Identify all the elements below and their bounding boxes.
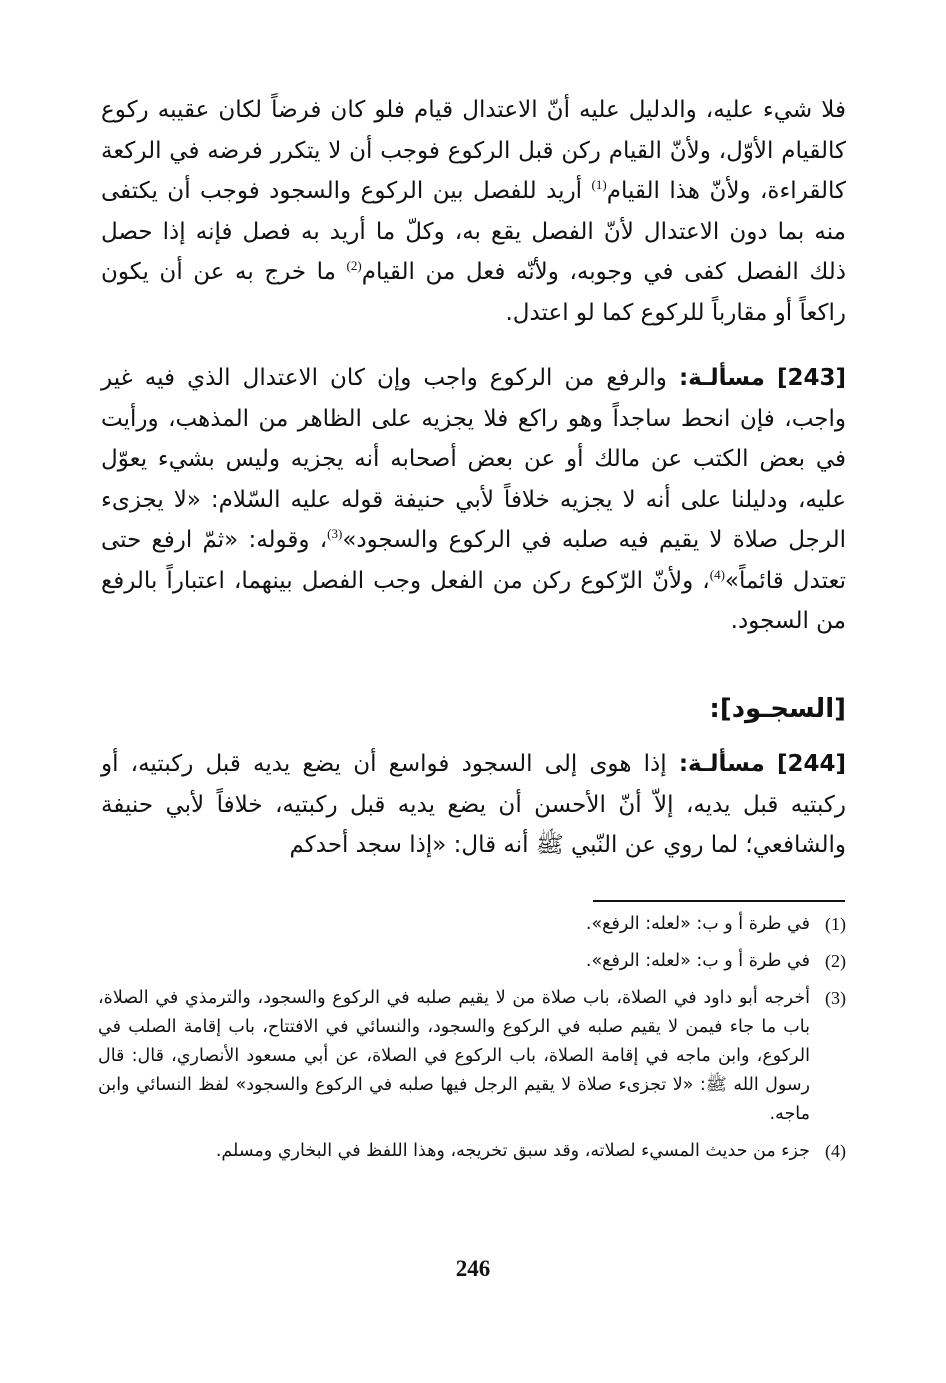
paragraph-continuation (101, 90, 846, 333)
footnote-item (98, 1137, 846, 1166)
footnote-ref-4[interactable]: (4) (709, 566, 725, 582)
issue-label: مسألـة: (678, 365, 765, 391)
paragraph-text: ، ولأنّ الرّكوع ركن من الفعل وجب الفصل بينهما، اعتباراً بالرفع من السجود. (101, 567, 846, 634)
footnote-number: (4) (825, 1141, 846, 1161)
footnote-ref-3[interactable]: (3) (327, 526, 343, 541)
footnote-text: جزء من حديث المسيء لصلاته، وقد سبق تخريجه، وهذا اللفظ في البخاري ومسلم. (215, 1141, 810, 1161)
issue-243-paragraph (101, 358, 846, 642)
paragraph-text: إذا هوى إلى السجود فواسع أن يضع يديه قبل ركبتيه، أو ركبتيه قبل يديه، إلاّ أنّ الأحسن أن يضع يديه قبل ركبتيه، خلافاً لأبي حنيفة والشافعي؛ لما روي عن النّبي ﷺ أنه قال: «إذا سجد أحدكم (101, 751, 846, 858)
issue-label: مسألـة: (678, 751, 765, 777)
footnotes (98, 910, 846, 1174)
footnote-ref-1[interactable]: (1) (591, 177, 607, 192)
footnote-item (98, 910, 846, 939)
page-number: 246 (455, 1256, 491, 1281)
paragraph-text: أريد للفصل بين الركوع والسجود فوجب أن يكتفى منه بما دون الاعتدال لأنّ الفصل يقع به، وكلّ ما أريد به فصل فإنه إذا حصل ذلك الفصل كفى في وجوبه، ولأنّه فعل من القيام (101, 178, 846, 285)
footnote-number: (2) (825, 951, 846, 971)
issue-number: [243] (776, 365, 846, 391)
paragraph-text: والرفع من الركوع واجب وإن كان الاعتدال الذي فيه غير واجب، فإن انحط ساجداً وهو راكع فلا يجزيه على الظاهر من المذهب، ورأيت في بعض الكتب عن مالك أو عن بعض أصحابه أنه يجزيه وليس بشيء يعوّل عليه، ودليلنا على أنه لا يجزيه خلافاً لأبي حنيفة قوله عليه السّلام: «لا يجزىء الرجل صلاة لا يقيم فيه صلبه في الركوع والسجود» (101, 365, 846, 553)
footnote-text: في طرة أ و ب: «لعله: الرفع». (585, 951, 810, 971)
footnote-text: أخرجه أبو داود في الصلاة، باب صلاة من لا يقيم صلبه في الركوع والسجود، والترمذي في الصلاة، باب ما جاء فيمن لا يقيم صلبه في الركوع والسجود، والنسائي في الافتتاح، باب إقامة الصلب في الركوع، وابن ماجه في إقامة الصلاة، باب الركوع في الصلاة، عن أبي مسعود الأنصاري، قال: قال رسول الله ﷺ: «لا تجزىء صلاة لا يقيم الرجل فيها صلبه في الركوع والسجود» لفظ النسائي وابن ماجه. (98, 988, 810, 1124)
issue-number: [244] (776, 751, 847, 777)
issue-244-paragraph (101, 744, 846, 866)
footnote-item (98, 984, 846, 1129)
footnote-text: في طرة أ و ب: «لعله: الرفع». (585, 914, 810, 934)
footnote-number: (1) (825, 914, 846, 934)
footnote-separator (593, 900, 845, 902)
footnote-item (98, 947, 846, 976)
footnote-number: (3) (825, 988, 846, 1008)
section-heading: [السجـود]: (709, 694, 846, 724)
paragraph-text: ، وقوله: «ثمّ ارفع حتى تعتدل قائماً» (101, 527, 847, 594)
footnote-ref-2[interactable]: (2) (346, 258, 362, 273)
paragraph-text: ما خرج به عن أن يكون راكعاً أو مقارباً للركوع كما لو اعتدل. (101, 259, 846, 326)
paragraph-text: فلا شيء عليه، والدليل عليه أنّ الاعتدال قيام فلو كان فرضاً لكان عقيبه ركوع كالقيام الأوّل، ولأنّ القيام ركن قبل الركوع فوجب أن لا يتكرر فرضه في الركعة كالقراءة، ولأنّ هذا القيام (101, 97, 846, 204)
